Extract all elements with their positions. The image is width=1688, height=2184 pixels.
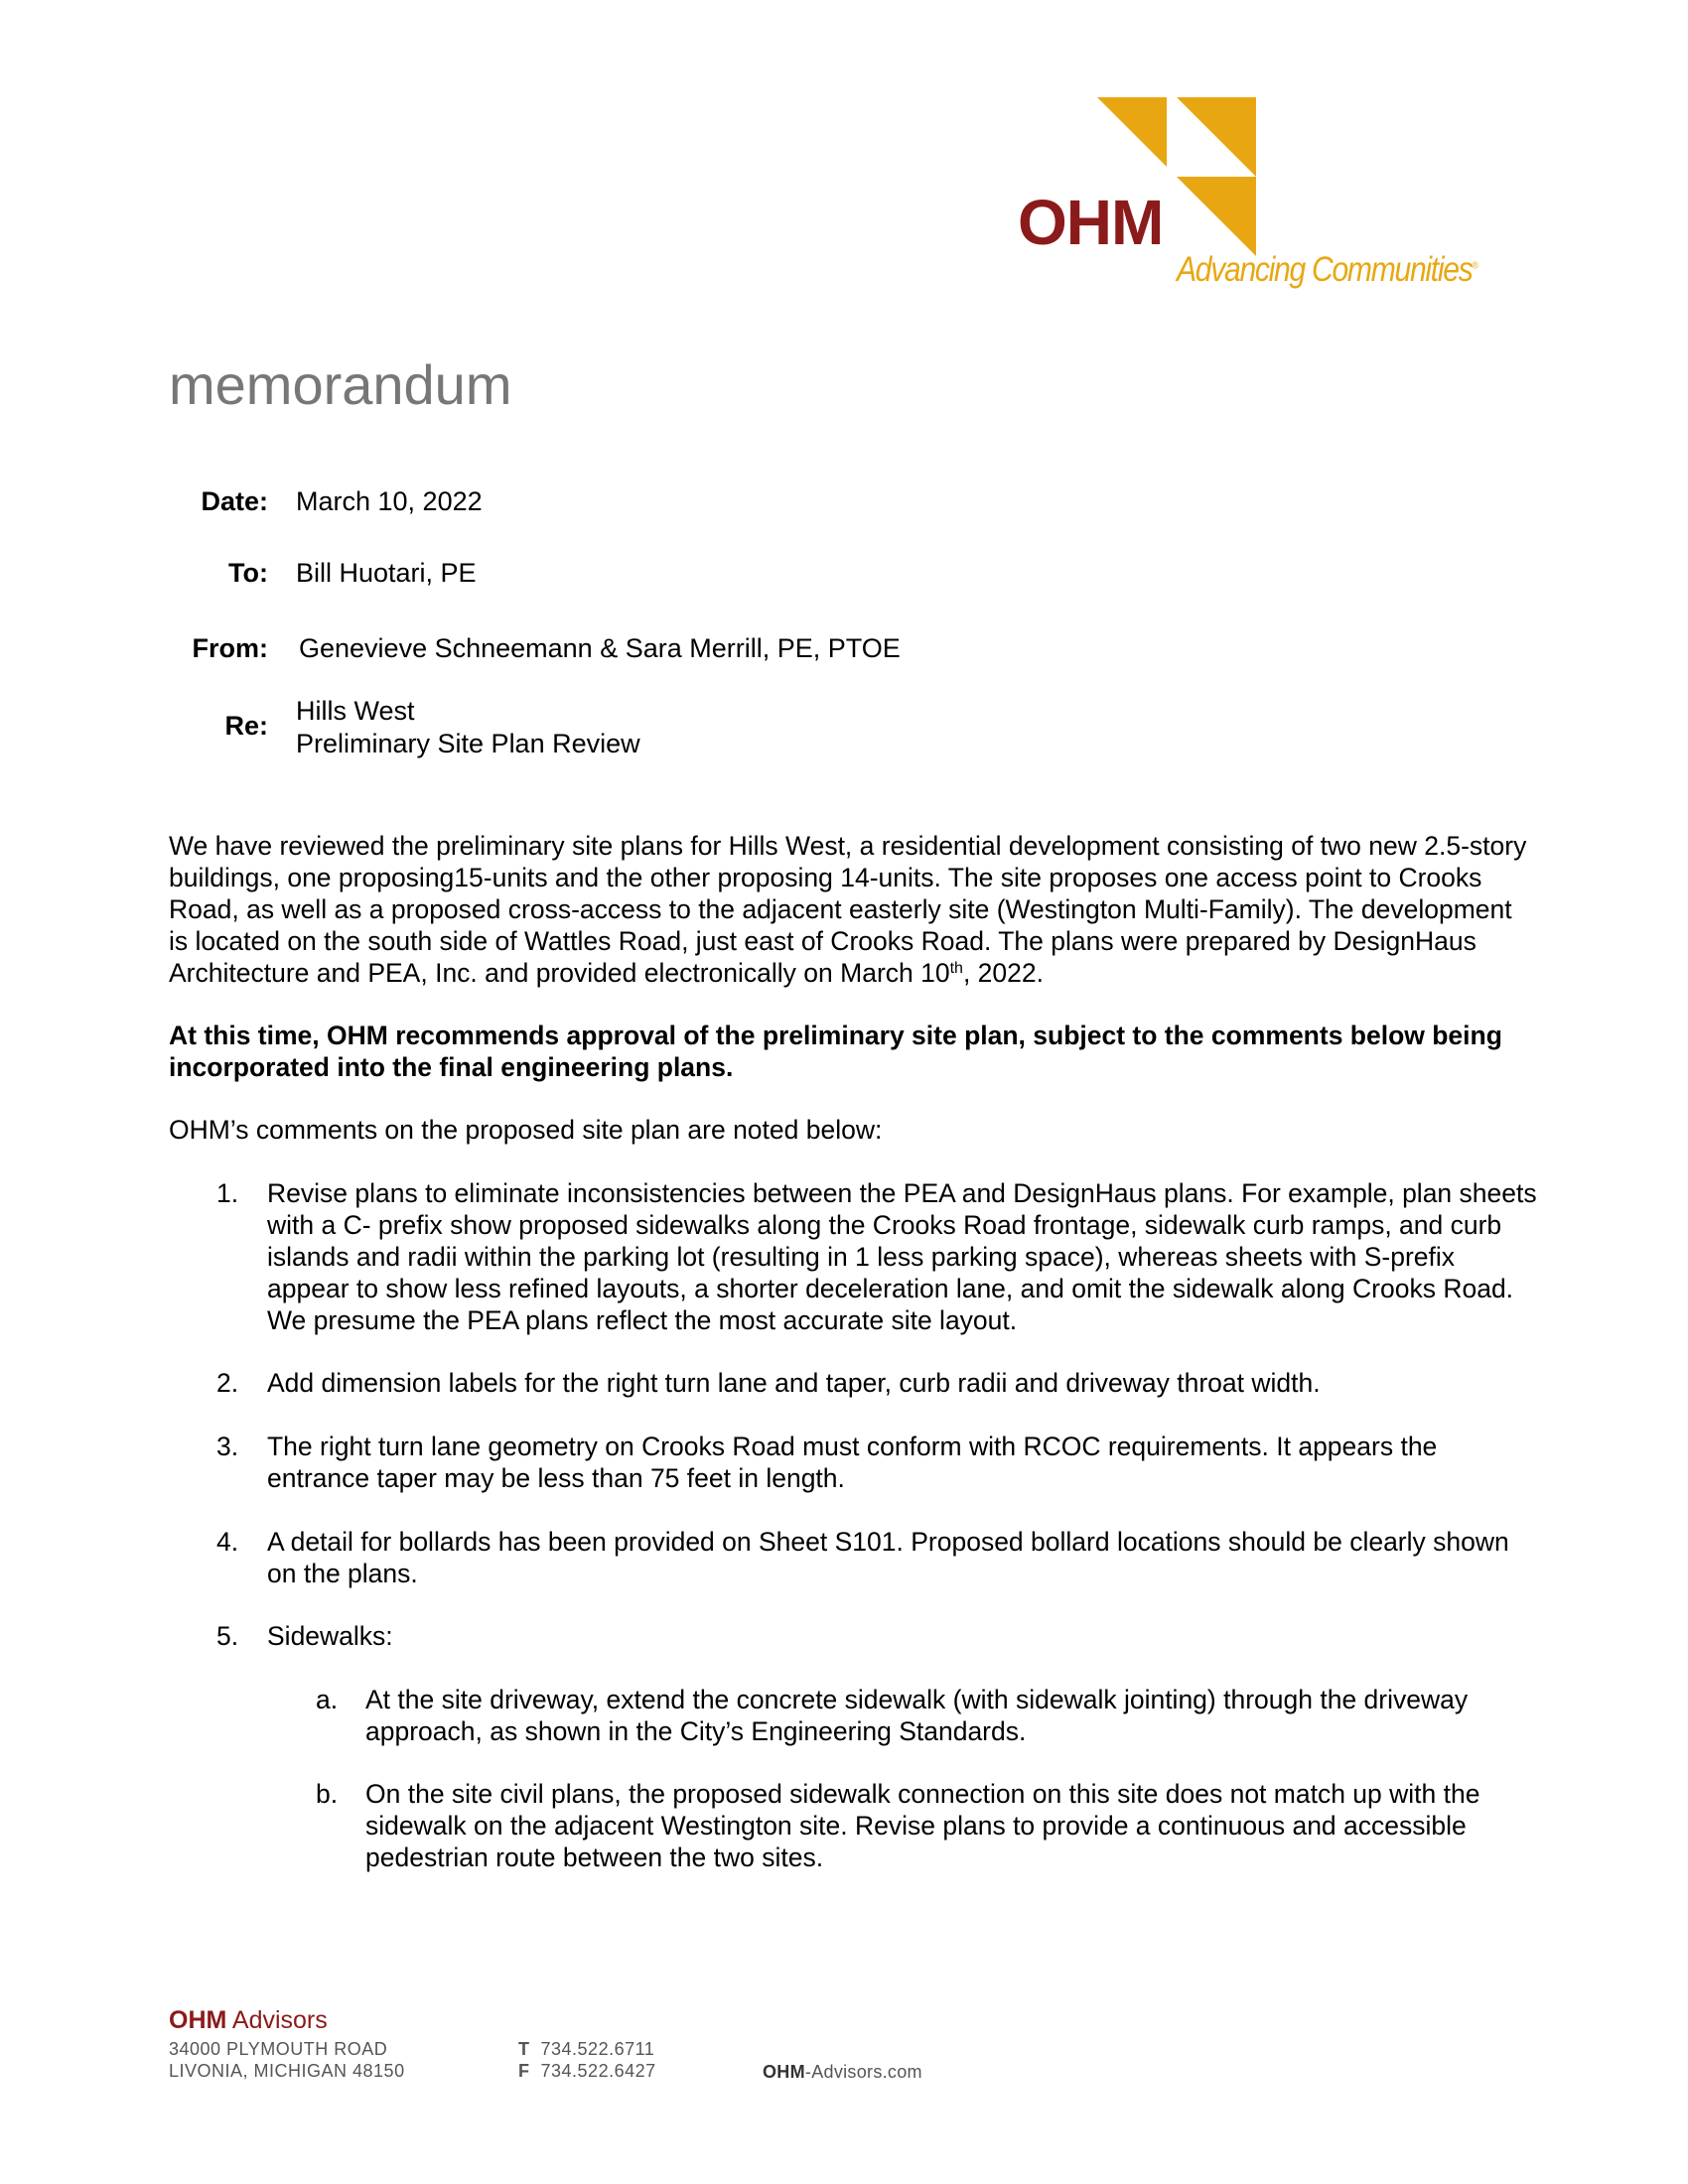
sublist-item-text: At the site driveway, extend the concrete sidewalk (with sidewalk jointing) through the driveway approach, as shown in the City’s Engineering Standards. [365, 1685, 1469, 1746]
list-item-text: A detail for bollards has been provided on Sheet S101. Proposed bollard locations should be clearly shown on the plans. [267, 1527, 1509, 1588]
sublist-item-letter: b. [316, 1779, 339, 1809]
list-item-number: 2. [216, 1368, 239, 1398]
re-value [296, 695, 640, 760]
sublist-item-letter: a. [316, 1685, 339, 1714]
ohm-logo-tagline: Advancing Communities® [1177, 250, 1477, 289]
recommendation-paragraph: At this time, OHM recommends approval of the preliminary site plan, subject to the comments below being incorporated into the final engineering plans. [169, 1021, 1502, 1082]
footer-fax: F 734.522.6427 [518, 2061, 656, 2081]
from-value: Genevieve Schneemann & Sara Merrill, PE, PTOE [299, 633, 901, 663]
list-item-text: Sidewalks: [267, 1621, 393, 1651]
re-line-project: Hills West [296, 696, 415, 726]
comments-intro: OHM’s comments on the proposed site plan are noted below: [169, 1115, 883, 1145]
list-item-text: Add dimension labels for the right turn lane and taper, curb radii and driveway throat width. [267, 1368, 1321, 1398]
sublist-item-text: On the site civil plans, the proposed sidewalk connection on this site does not match up with the sidewalk on the adjacent Westington site. Revise plans to provide a continuous and accessible pedestrian route between the two sites. [365, 1779, 1480, 1872]
date-value: March 10, 2022 [296, 486, 483, 516]
memo-title: memorandum [169, 353, 512, 416]
list-item-number: 1. [216, 1178, 239, 1208]
list-item-number: 5. [216, 1621, 239, 1651]
footer-website-link[interactable]: OHM-Advisors.com [763, 2062, 922, 2082]
footer-address-line1: 34000 PLYMOUTH ROAD [169, 2039, 388, 2059]
footer-address [169, 2038, 405, 2082]
footer-phone: T 734.522.6711 [518, 2039, 655, 2059]
re-label: Re: [224, 711, 268, 741]
footer-company-name: OHM Advisors [169, 2006, 328, 2034]
footer-contact [518, 2038, 656, 2082]
list-item-number: 3. [216, 1432, 239, 1461]
intro-paragraph: We have reviewed the preliminary site plans for Hills West, a residential development consisting of two new 2.5-story buildings, one proposing15-units and the other proposing 14-units. The site proposes one access point to Crooks Road, as well as a proposed cross-access to the adjacent easterly site (Westington Multi-Family). The development is located on the south side of Wattles Road, just east of Crooks Road. The plans were prepared by DesignHaus Architecture and PEA, Inc. and provided electronically on March 10th, 2022. [169, 831, 1527, 988]
ohm-logo-wordmark: OHM [1018, 187, 1164, 258]
registered-mark: ® [1472, 260, 1477, 272]
to-label: To: [228, 558, 268, 588]
list-item-number: 4. [216, 1527, 239, 1557]
list-item-text: The right turn lane geometry on Crooks Road must conform with RCOC requirements. It appears the entrance taper may be less than 75 feet in length. [267, 1432, 1438, 1493]
date-label: Date: [201, 486, 268, 516]
footer-address-line2: LIVONIA, MICHIGAN 48150 [169, 2061, 405, 2081]
re-line-subject: Preliminary Site Plan Review [296, 729, 640, 758]
list-item-text: Revise plans to eliminate inconsistencies between the PEA and DesignHaus plans. For example, plan sheets with a C- prefix show proposed sidewalks along the Crooks Road frontage, sidewalk curb ramps, and curb islands and radii within the parking lot (resulting in 1 less parking space), whereas sheets with S-prefix appear to show less refined layouts, a shorter deceleration lane, and omit the sidewalk along Crooks Road. We presume the PEA plans reflect the most accurate site layout. [267, 1178, 1537, 1335]
to-value: Bill Huotari, PE [296, 558, 477, 588]
from-label: From: [192, 633, 268, 663]
